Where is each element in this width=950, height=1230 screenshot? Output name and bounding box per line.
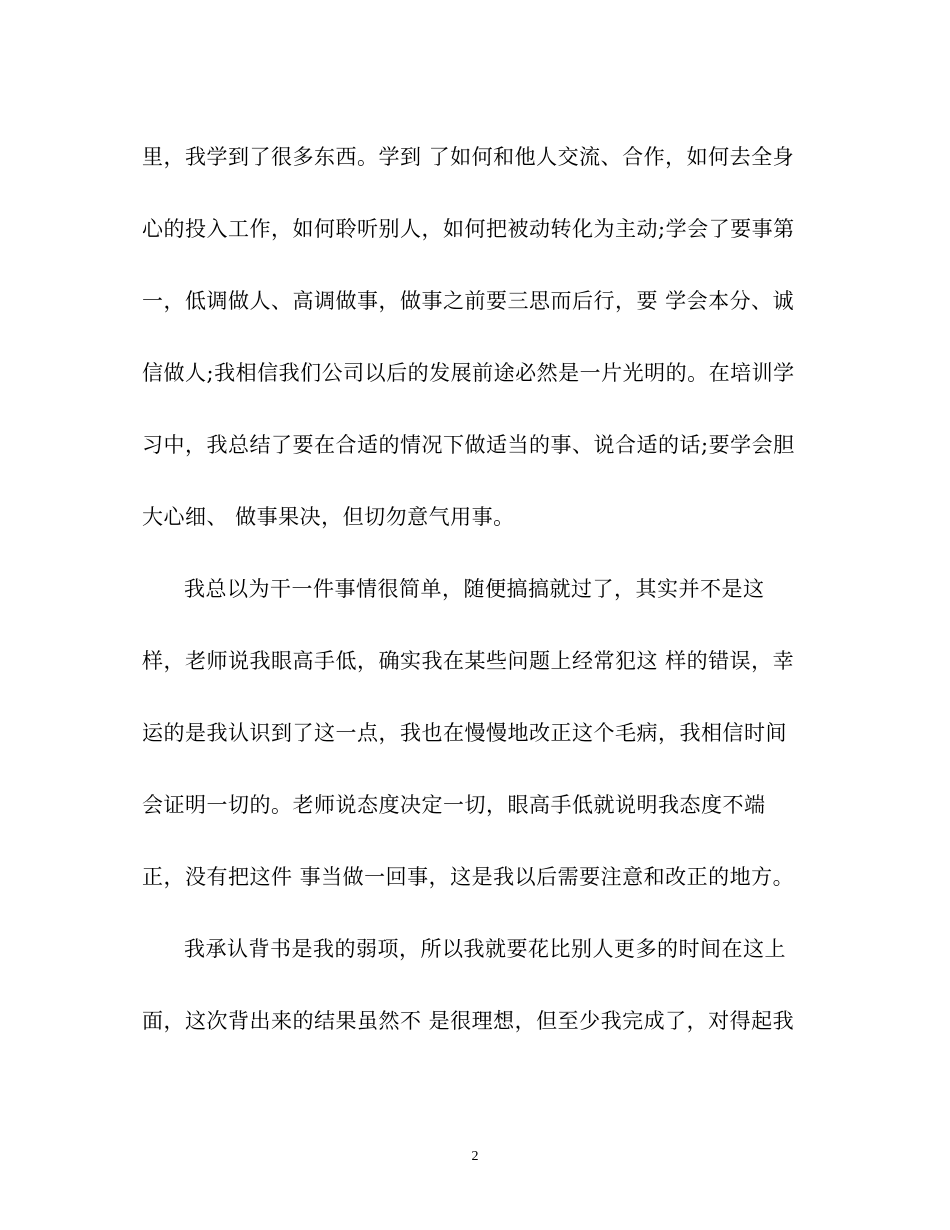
text-line: 心的投入工作，如何聆听别人，如何把被动转化为主动;学会了要事第 [142, 217, 795, 241]
text-line: 里，我学到了很多东西。学到 了如何和他人交流、合作，如何去全身 [142, 145, 795, 169]
text-line: 信做人;我相信我们公司以后的发展前途必然是一片光明的。在培训学 [142, 361, 795, 385]
text-line: 样，老师说我眼高手低，确实我在某些问题上经常犯这 样的错误，幸 [142, 649, 795, 673]
text-line: 会证明一切的。老师说态度决定一切，眼高手低就说明我态度不端 [142, 793, 766, 817]
paragraph-first-line: 我承认背书是我的弱项，所以我就要花比别人更多的时间在这上 [184, 937, 786, 961]
page-number: 2 [471, 1149, 479, 1164]
paragraph-first-line: 我总以为干一件事情很简单，随便搞搞就过了，其实并不是这 [184, 577, 765, 601]
text-line: 一，低调做人、高调做事，做事之前要三思而后行，要 学会本分、诚 [142, 289, 795, 313]
text-line: 运的是我认识到了这一点，我也在慢慢地改正这个毛病，我相信时间 [142, 721, 787, 745]
text-line: 正，没有把这件 事当做一回事，这是我以后需要注意和改正的地方。 [142, 865, 795, 889]
text-line: 面，这次背出来的结果虽然不 是很理想，但至少我完成了，对得起我 [142, 1009, 795, 1033]
text-line: 习中，我总结了要在合适的情况下做适当的事、说合适的话;要学会胆 [142, 433, 795, 457]
text-line: 大心细、 做事果决，但切勿意气用事。 [142, 505, 515, 529]
